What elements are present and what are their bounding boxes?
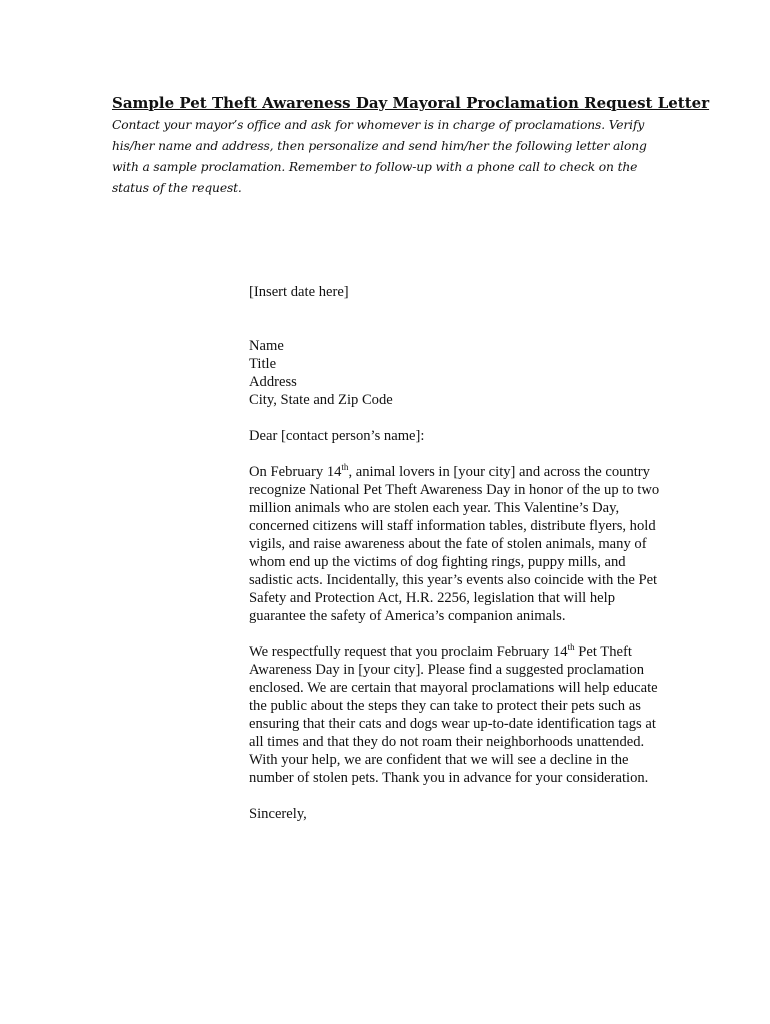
letter-date: [Insert date here] (249, 284, 349, 300)
salutation: Dear [contact person’s name]: (249, 428, 425, 444)
letter-body (249, 283, 669, 823)
recipient-address: Address (249, 374, 297, 390)
recipient-address-block (249, 337, 669, 409)
recipient-name: Name (249, 338, 284, 354)
closing: Sincerely, (249, 806, 307, 822)
paragraph-1-rest: , animal lovers in [your city] and across the country recognize National Pet Theft Awareness Day in honor of the up to two million animals who are stolen each year. This Valentine’s Day, concerned citizens will staff information tables, distribute flyers, hold vigils, and raise awareness about the fate of stolen animals, many of whom end up the victims of dog fighting rings, puppy mills, and sadistic acts. Incidentally, this year’s events also coincide with the Pet Safety and Protection Act, H.R. 2256, legislation that will help guarantee the safety of America’s companion animals. (249, 464, 660, 624)
paragraph-2 (249, 643, 669, 787)
paragraph-2-rest: Pet Theft Awareness Day in [your city]. Please find a suggested proclamation enclosed. We are certain that mayoral proclamations will help educate the public about the steps they can take to protect their pets such as ensuring that their cats and dogs wear up-to-date identification tags at all times and that they do not roam their neighborhoods unattended. With your help, we are confident that we will see a decline in the number of stolen pets. Thank you in advance for your consideration. (249, 644, 658, 786)
recipient-city-state-zip: City, State and Zip Code (249, 392, 393, 408)
document-header (112, 93, 710, 199)
paragraph-1-start: On February 14 (249, 464, 342, 480)
paragraph-2-superscript: th (567, 642, 575, 652)
page-title: Sample Pet Theft Awareness Day Mayoral Proclamation Request Letter (112, 94, 710, 112)
recipient-title: Title (249, 356, 277, 372)
paragraph-1-superscript: th (341, 462, 349, 472)
paragraph-1 (249, 463, 669, 625)
paragraph-2-start: We respectfully request that you proclaim February 14 (249, 644, 568, 660)
instructions-text: Contact your mayor’s office and ask for whomever is in charge of proclamations. Verify his/her name and address, then personalize and send him/her the following letter along with a sample proclamation. Remember to follow-up with a phone call to check on the status of the request. (112, 118, 647, 195)
